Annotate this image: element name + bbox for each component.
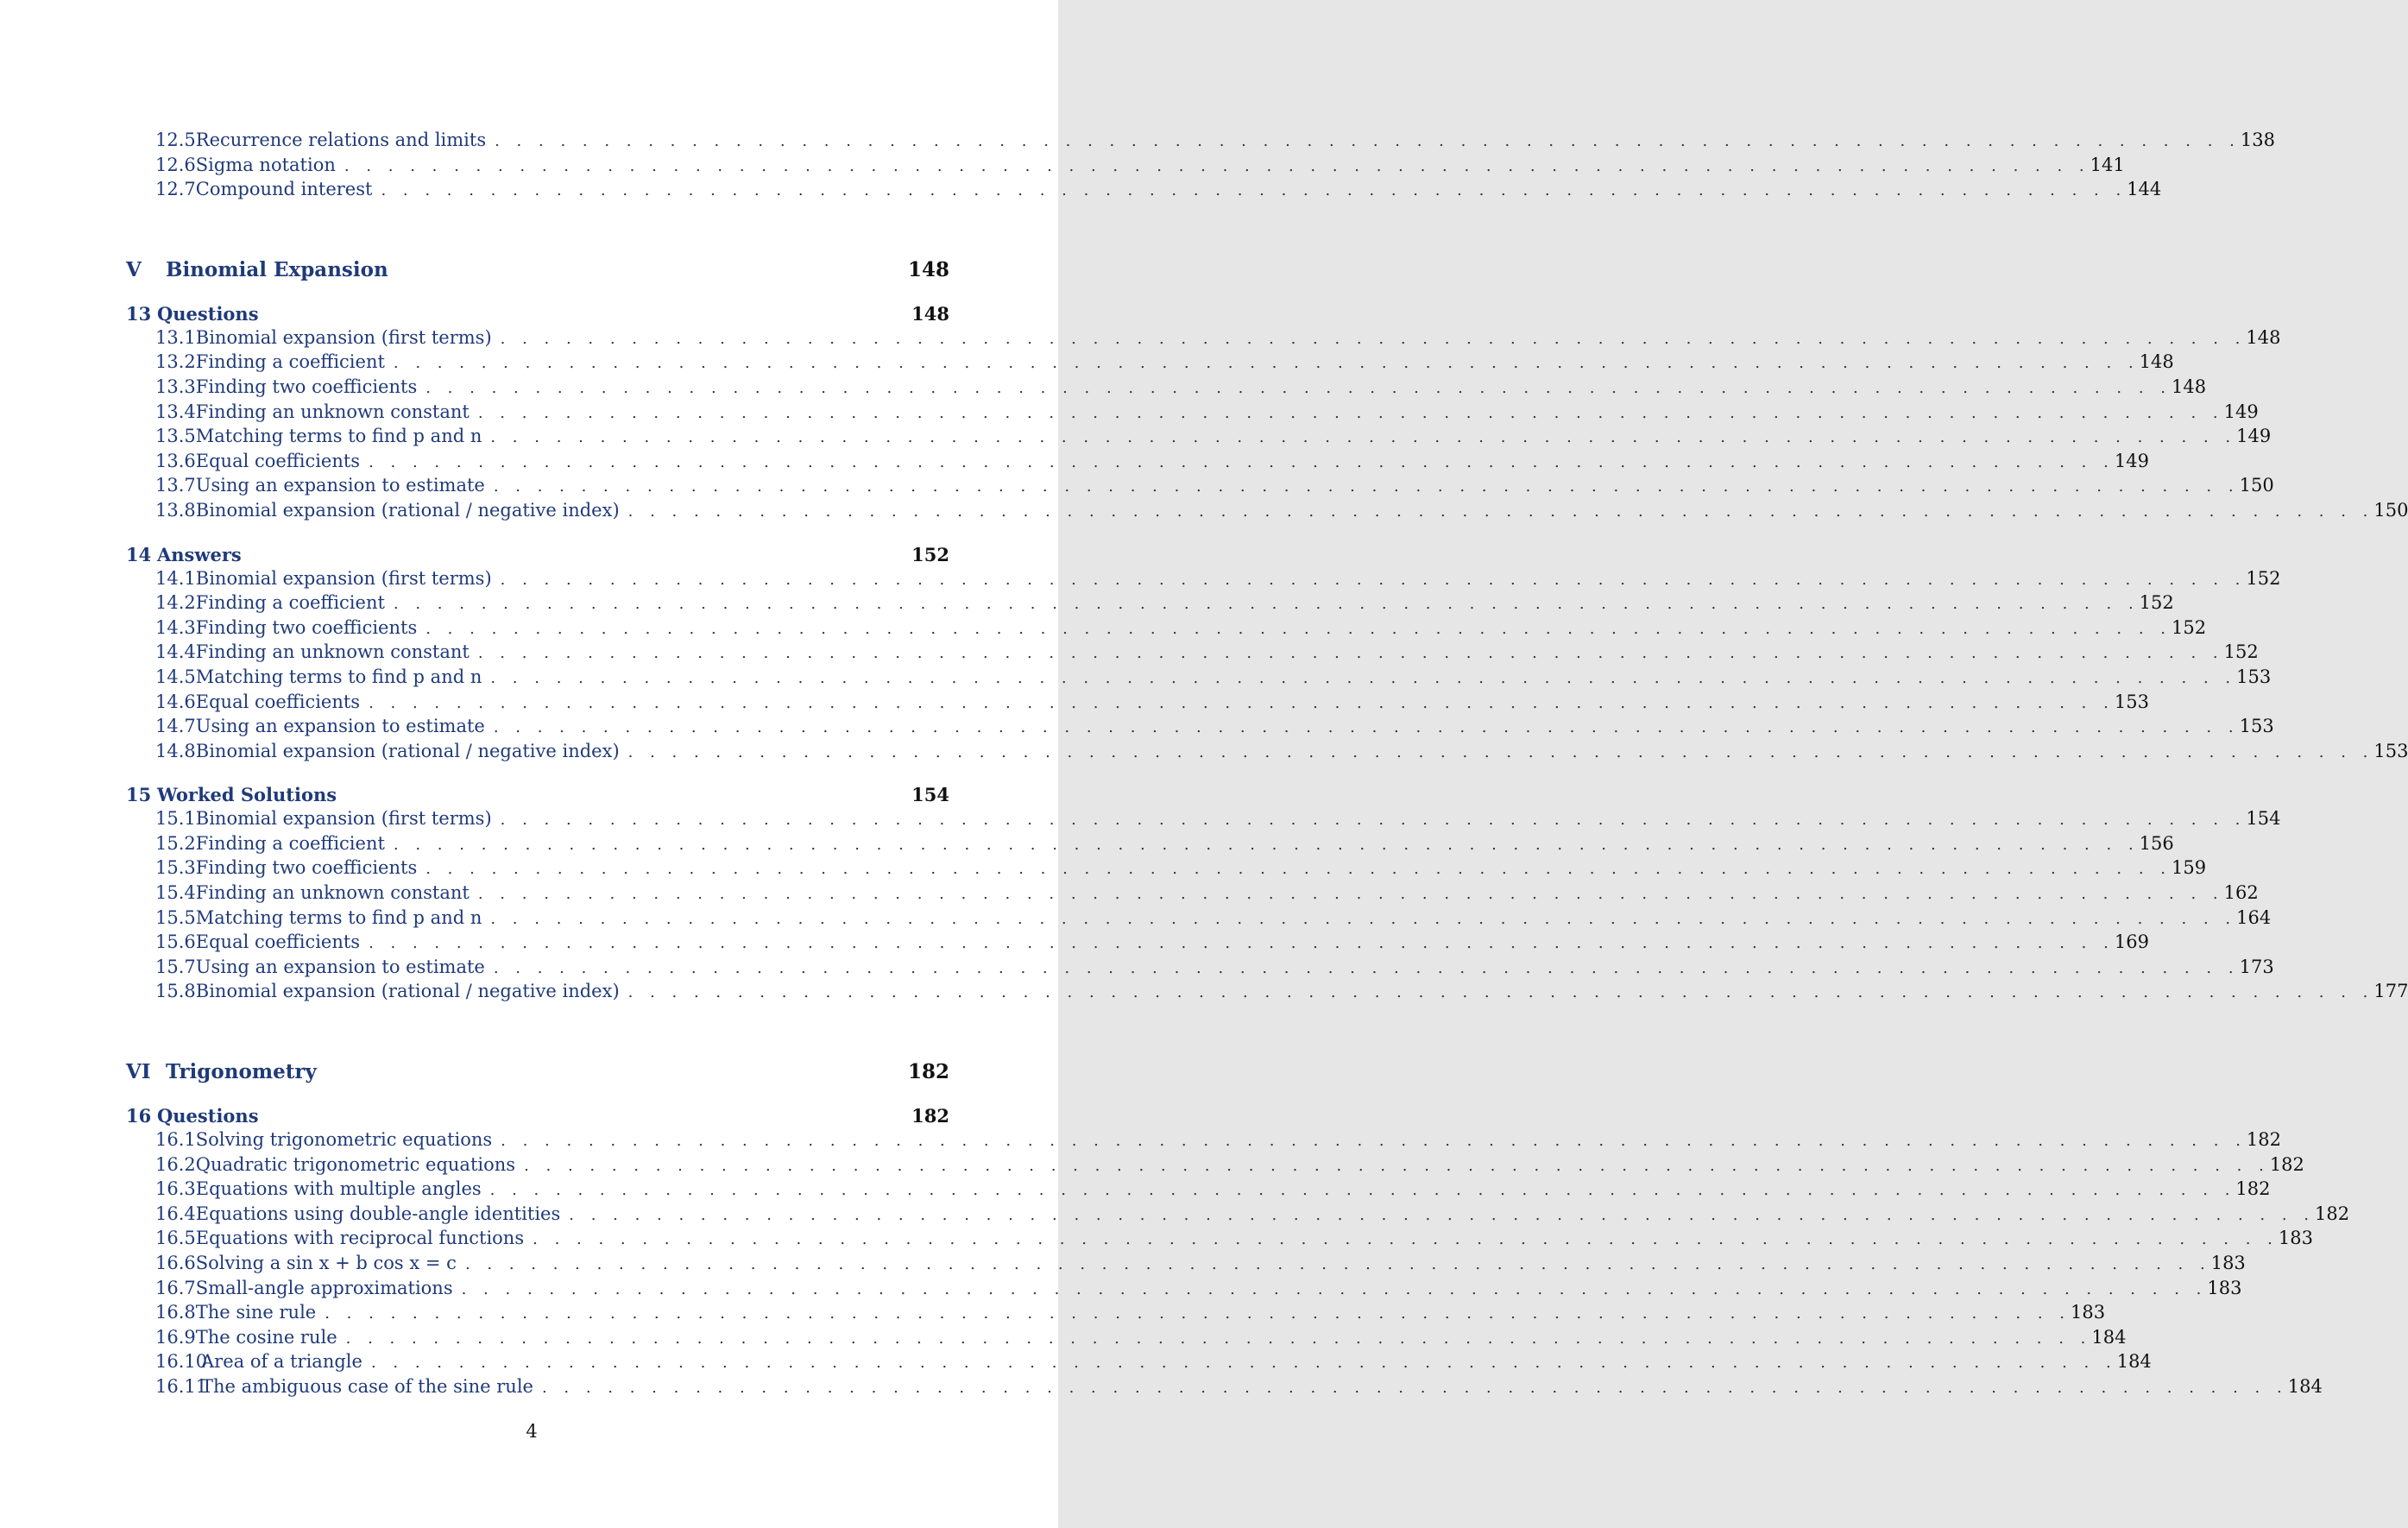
toc-section-link[interactable] [126, 592, 2174, 617]
section-number: 13.2 [155, 351, 196, 373]
section-page: 169 [2114, 931, 2149, 953]
dot-leader: . . . . . . . . . . . . . . . . . . . . . . . . . . . . . . . . . . . . . . . . . . . . . . . . . . . . . . . . . . . . . . . . . . . . . . . . . . . . . . . . [533, 1230, 2279, 1249]
toc-section-link[interactable] [126, 1129, 2282, 1154]
section-title: Finding a coefficient [195, 592, 385, 614]
dot-leader: . . . . . . . . . . . . . . . . . . . . . . . . . . . . . . . . . . . . . . . . . . . . . . . . . . . . . . . . . . . . . . . . . . . . . . . . . . . . . . . . [490, 909, 2237, 928]
section-page: 153 [2114, 691, 2149, 712]
section-number: 16.1 [155, 1129, 196, 1151]
section-title: Area of a triangle [201, 1351, 362, 1373]
section-page: 184 [2116, 1351, 2152, 1373]
chapter-title: Questions [157, 302, 259, 325]
toc-section-link[interactable] [126, 1277, 2242, 1303]
section-title: Using an expansion to estimate [195, 475, 485, 496]
toc-section-link[interactable] [126, 1253, 2246, 1278]
section-number: 16.3 [155, 1178, 196, 1200]
toc-section-link[interactable] [126, 179, 2162, 204]
toc-chapter-link[interactable] [126, 784, 949, 808]
dot-leader: . . . . . . . . . . . . . . . . . . . . . . . . . . . . . . . . . . . . . . . . . . . . . . . . . . . . . . . . . . . . . . . . . . . . . . . . . . . . . . . . [493, 958, 2240, 977]
dot-leader: . . . . . . . . . . . . . . . . . . . . . . . . . . . . . . . . . . . . . . . . . . . . . . . . . . . . . . . . . . . . . . . . . . . . . . . . . . . . . . . . [381, 181, 2127, 200]
toc-section-link[interactable] [126, 666, 2272, 691]
section-title: Solving trigonometric equations [195, 1129, 493, 1151]
section-number: 16.6 [155, 1253, 196, 1273]
section-title: Finding two coefficients [195, 376, 418, 397]
section-number: 14.1 [155, 567, 196, 589]
toc-section-link[interactable] [126, 740, 2408, 766]
dot-leader: . . . . . . . . . . . . . . . . . . . . . . . . . . . . . . . . . . . . . . . . . . . . . . . . . . . . . . . . . . . . . . . . . . . . . . . . . . . . . . . . [627, 983, 2374, 1002]
section-number: 15.8 [155, 981, 196, 1002]
section-title: Equal coefficients [195, 931, 361, 953]
chapter-number: 13 [126, 302, 152, 325]
section-title: Finding two coefficients [195, 616, 418, 638]
toc-section-link[interactable] [126, 931, 2149, 957]
section-number: 16.7 [155, 1277, 196, 1298]
section-page: 183 [2278, 1228, 2313, 1249]
section-title: Binomial expansion (rational / negative index) [195, 981, 620, 1002]
toc-section-link[interactable] [126, 1153, 2304, 1179]
section-title: Finding a coefficient [195, 832, 385, 854]
section-title: Binomial expansion (first terms) [195, 326, 492, 348]
dot-leader: . . . . . . . . . . . . . . . . . . . . . . . . . . . . . . . . . . . . . . . . . . . . . . . . . . . . . . . . . . . . . . . . . . . . . . . . . . . . . . . . [393, 835, 2140, 854]
section-page: 149 [2114, 450, 2149, 471]
dot-leader: . . . . . . . . . . . . . . . . . . . . . . . . . . . . . . . . . . . . . . . . . . . . . . . . . . . . . . . . . . . . . . . . . . . . . . . . . . . . . . . . [541, 1378, 2288, 1397]
page-number: 4 [526, 1421, 538, 1442]
section-page: 153 [2373, 740, 2408, 761]
dot-leader: . . . . . . . . . . . . . . . . . . . . . . . . . . . . . . . . . . . . . . . . . . . . . . . . . . . . . . . . . . . . . . . . . . . . . . . . . . . . . . . . [425, 378, 2172, 397]
section-page: 184 [2091, 1326, 2127, 1348]
toc-chapter-link[interactable] [126, 1105, 949, 1129]
dot-leader: . . . . . . . . . . . . . . . . . . . . . . . . . . . . . . . . . . . . . . . . . . . . . . . . . . . . . . . . . . . . . . . . . . . . . . . . . . . . . . . . [495, 132, 2241, 150]
section-title: Binomial expansion (rational / negative index) [195, 499, 620, 521]
section-number: 14.6 [155, 691, 196, 712]
dot-leader: . . . . . . . . . . . . . . . . . . . . . . . . . . . . . . . . . . . . . . . . . . . . . . . . . . . . . . . . . . . . . . . . . . . . . . . . . . . . . . . . [501, 1132, 2247, 1151]
section-title: Equations using double-angle identities [195, 1203, 561, 1224]
section-title: Finding an unknown constant [195, 401, 470, 422]
part-number: V [126, 257, 142, 281]
dot-leader: . . . . . . . . . . . . . . . . . . . . . . . . . . . . . . . . . . . . . . . . . . . . . . . . . . . . . . . . . . . . . . . . . . . . . . . . . . . . . . . . [369, 934, 2115, 953]
toc-section-link[interactable] [126, 906, 2272, 932]
dot-leader: . . . . . . . . . . . . . . . . . . . . . . . . . . . . . . . . . . . . . . . . . . . . . . . . . . . . . . . . . . . . . . . . . . . . . . . . . . . . . . . . [370, 1354, 2117, 1373]
dot-leader: . . . . . . . . . . . . . . . . . . . . . . . . . . . . . . . . . . . . . . . . . . . . . . . . . . . . . . . . . . . . . . . . . . . . . . . . . . . . . . . . [425, 619, 2172, 638]
section-title: Matching terms to find p and n [195, 426, 482, 447]
section-number: 13.7 [155, 475, 196, 496]
section-number: 13.5 [155, 426, 196, 447]
dot-leader: . . . . . . . . . . . . . . . . . . . . . . . . . . . . . . . . . . . . . . . . . . . . . . . . . . . . . . . . . . . . . . . . . . . . . . . . . . . . . . . . [627, 502, 2374, 521]
dot-leader: . . . . . . . . . . . . . . . . . . . . . . . . . . . . . . . . . . . . . . . . . . . . . . . . . . . . . . . . . . . . . . . . . . . . . . . . . . . . . . . . [425, 860, 2172, 879]
section-number: 14.7 [155, 716, 196, 737]
chapter-page: 182 [911, 1105, 949, 1127]
dot-leader: . . . . . . . . . . . . . . . . . . . . . . . . . . . . . . . . . . . . . . . . . . . . . . . . . . . . . . . . . . . . . . . . . . . . . . . . . . . . . . . . [500, 811, 2247, 830]
section-page: 182 [2235, 1178, 2271, 1200]
toc-section-link[interactable] [126, 129, 2275, 155]
section-page: 149 [2236, 426, 2272, 447]
toc-section-link[interactable] [126, 857, 2207, 882]
toc-chapter-link[interactable] [126, 544, 949, 568]
toc-section-link[interactable] [126, 956, 2274, 982]
section-number: 16.11 [155, 1375, 208, 1397]
part-title: Trigonometry [166, 1060, 317, 1084]
table-of-contents [126, 129, 2408, 1401]
section-title: Matching terms to find p and n [195, 666, 482, 687]
section-title: Using an expansion to estimate [195, 716, 485, 737]
section-number: 15.4 [155, 882, 196, 904]
section-number: 12.5 [155, 129, 196, 150]
chapter-number: 16 [126, 1105, 152, 1127]
part-page: 148 [907, 257, 949, 281]
section-title: Finding a coefficient [195, 351, 385, 373]
toc-section-link[interactable] [126, 475, 2274, 500]
section-number: 14.2 [155, 592, 196, 614]
section-page: 183 [2070, 1302, 2106, 1323]
dot-leader: . . . . . . . . . . . . . . . . . . . . . . . . . . . . . . . . . . . . . . . . . . . . . . . . . . . . . . . . . . . . . . . . . . . . . . . . . . . . . . . . [393, 354, 2140, 373]
chapter-page: 154 [911, 784, 949, 806]
section-number: 13.4 [155, 401, 196, 422]
dot-leader: . . . . . . . . . . . . . . . . . . . . . . . . . . . . . . . . . . . . . . . . . . . . . . . . . . . . . . . . . . . . . . . . . . . . . . . . . . . . . . . . [369, 452, 2115, 471]
chapter-number: 15 [126, 784, 152, 806]
section-page: 150 [2373, 499, 2408, 521]
section-title: Small-angle approximations [195, 1277, 453, 1298]
section-page: 177 [2373, 981, 2408, 1002]
chapter-page: 152 [911, 543, 949, 565]
part-number: VI [126, 1060, 151, 1084]
section-number: 13.8 [155, 499, 196, 521]
part-page: 182 [907, 1060, 949, 1084]
section-page: 150 [2239, 475, 2274, 496]
toc-section-link[interactable] [126, 716, 2274, 741]
toc-section-link[interactable] [126, 351, 2174, 376]
dot-leader: . . . . . . . . . . . . . . . . . . . . . . . . . . . . . . . . . . . . . . . . . . . . . . . . . . . . . . . . . . . . . . . . . . . . . . . . . . . . . . . . [369, 693, 2115, 712]
section-title: Finding an unknown constant [195, 882, 470, 904]
toc-section-link[interactable] [126, 326, 2281, 352]
toc-section-link[interactable] [126, 1203, 2350, 1228]
section-number: 15.6 [155, 931, 196, 953]
toc-section-link[interactable] [126, 401, 2259, 426]
toc-section-link[interactable] [126, 1375, 2323, 1401]
dot-leader: . . . . . . . . . . . . . . . . . . . . . . . . . . . . . . . . . . . . . . . . . . . . . . . . . . . . . . . . . . . . . . . . . . . . . . . . . . . . . . . . [477, 403, 2224, 422]
dot-leader: . . . . . . . . . . . . . . . . . . . . . . . . . . . . . . . . . . . . . . . . . . . . . . . . . . . . . . . . . . . . . . . . . . . . . . . . . . . . . . . . [500, 329, 2247, 348]
section-number: 15.1 [155, 808, 196, 830]
section-number: 13.1 [155, 326, 196, 348]
toc-section-link[interactable] [126, 499, 2408, 525]
section-page: 148 [2171, 376, 2207, 397]
dot-leader: . . . . . . . . . . . . . . . . . . . . . . . . . . . . . . . . . . . . . . . . . . . . . . . . . . . . . . . . . . . . . . . . . . . . . . . . . . . . . . . . [464, 1255, 2211, 1273]
section-number: 13.6 [155, 450, 196, 471]
section-page: 153 [2236, 666, 2272, 687]
toc-section-link[interactable] [126, 808, 2281, 833]
dot-leader: . . . . . . . . . . . . . . . . . . . . . . . . . . . . . . . . . . . . . . . . . . . . . . . . . . . . . . . . . . . . . . . . . . . . . . . . . . . . . . . . [345, 1329, 2092, 1348]
dot-leader: . . . . . . . . . . . . . . . . . . . . . . . . . . . . . . . . . . . . . . . . . . . . . . . . . . . . . . . . . . . . . . . . . . . . . . . . . . . . . . . . [477, 885, 2224, 904]
section-number: 16.8 [155, 1302, 196, 1323]
toc-section-link[interactable] [126, 981, 2408, 1006]
dot-leader: . . . . . . . . . . . . . . . . . . . . . . . . . . . . . . . . . . . . . . . . . . . . . . . . . . . . . . . . . . . . . . . . . . . . . . . . . . . . . . . . [344, 156, 2090, 175]
section-title: Recurrence relations and limits [195, 129, 487, 150]
section-page: 138 [2240, 129, 2275, 150]
dot-leader: . . . . . . . . . . . . . . . . . . . . . . . . . . . . . . . . . . . . . . . . . . . . . . . . . . . . . . . . . . . . . . . . . . . . . . . . . . . . . . . . [393, 595, 2140, 614]
toc-chapter-link[interactable] [126, 303, 949, 327]
section-page: 182 [2246, 1129, 2282, 1151]
section-number: 16.5 [155, 1228, 196, 1249]
section-page: 148 [2246, 326, 2281, 348]
section-page: 164 [2236, 906, 2272, 928]
section-page: 144 [2127, 179, 2162, 200]
section-page: 182 [2269, 1153, 2304, 1175]
section-page: 162 [2223, 882, 2259, 904]
dot-leader: . . . . . . . . . . . . . . . . . . . . . . . . . . . . . . . . . . . . . . . . . . . . . . . . . . . . . . . . . . . . . . . . . . . . . . . . . . . . . . . . [493, 718, 2240, 737]
section-title: Finding two coefficients [195, 857, 418, 879]
section-title: Quadratic trigonometric equations [195, 1153, 516, 1175]
section-number: 14.5 [155, 666, 196, 687]
section-page: 183 [2207, 1277, 2242, 1298]
section-title: Sigma notation [195, 154, 336, 175]
section-number: 16.4 [155, 1203, 196, 1224]
section-page: 152 [2171, 616, 2207, 638]
section-title: Equal coefficients [195, 691, 361, 712]
toc-section-link[interactable] [126, 1326, 2127, 1352]
dot-leader: . . . . . . . . . . . . . . . . . . . . . . . . . . . . . . . . . . . . . . . . . . . . . . . . . . . . . . . . . . . . . . . . . . . . . . . . . . . . . . . . [524, 1156, 2270, 1175]
section-number: 12.6 [155, 154, 196, 175]
section-page: 148 [2139, 351, 2174, 373]
chapter-title: Worked Solutions [157, 784, 337, 806]
section-title: Binomial expansion (first terms) [195, 567, 492, 589]
toc-section-link[interactable] [126, 450, 2149, 476]
section-number: 15.3 [155, 857, 196, 879]
section-title: Using an expansion to estimate [195, 956, 485, 977]
dot-leader: . . . . . . . . . . . . . . . . . . . . . . . . . . . . . . . . . . . . . . . . . . . . . . . . . . . . . . . . . . . . . . . . . . . . . . . . . . . . . . . . [493, 477, 2240, 496]
section-page: 149 [2223, 401, 2259, 422]
dot-leader: . . . . . . . . . . . . . . . . . . . . . . . . . . . . . . . . . . . . . . . . . . . . . . . . . . . . . . . . . . . . . . . . . . . . . . . . . . . . . . . . [461, 1279, 2208, 1298]
section-page: 156 [2139, 832, 2174, 854]
section-number: 16.2 [155, 1153, 196, 1175]
section-number: 15.5 [155, 906, 196, 928]
toc-section-link[interactable] [126, 641, 2259, 666]
section-title: Binomial expansion (rational / negative index) [195, 740, 620, 761]
section-number: 14.8 [155, 740, 196, 761]
section-title: Finding an unknown constant [195, 641, 470, 663]
section-page: 154 [2246, 808, 2281, 830]
toc-section-link[interactable] [126, 1351, 2152, 1376]
dot-leader: . . . . . . . . . . . . . . . . . . . . . . . . . . . . . . . . . . . . . . . . . . . . . . . . . . . . . . . . . . . . . . . . . . . . . . . . . . . . . . . . [569, 1205, 2315, 1224]
section-title: Binomial expansion (first terms) [195, 808, 492, 830]
dot-leader: . . . . . . . . . . . . . . . . . . . . . . . . . . . . . . . . . . . . . . . . . . . . . . . . . . . . . . . . . . . . . . . . . . . . . . . . . . . . . . . . [489, 1181, 2236, 1200]
section-title: Compound interest [195, 179, 373, 200]
section-page: 152 [2139, 592, 2174, 614]
section-number: 15.7 [155, 956, 196, 977]
chapter-title: Questions [157, 1105, 259, 1127]
toc-section-link[interactable] [126, 1178, 2271, 1203]
section-number: 16.9 [155, 1326, 196, 1348]
section-title: The ambiguous case of the sine rule [201, 1375, 533, 1397]
toc-part-link[interactable] [126, 258, 949, 284]
toc-section-link[interactable] [126, 882, 2259, 907]
section-number: 14.4 [155, 641, 196, 663]
section-number: 13.3 [155, 376, 196, 397]
section-number: 14.3 [155, 616, 196, 638]
section-title: The cosine rule [195, 1326, 337, 1348]
section-page: 141 [2090, 154, 2125, 175]
dot-leader: . . . . . . . . . . . . . . . . . . . . . . . . . . . . . . . . . . . . . . . . . . . . . . . . . . . . . . . . . . . . . . . . . . . . . . . . . . . . . . . . [627, 742, 2374, 761]
chapter-page: 148 [911, 302, 949, 325]
section-page: 173 [2239, 956, 2274, 977]
dot-leader: . . . . . . . . . . . . . . . . . . . . . . . . . . . . . . . . . . . . . . . . . . . . . . . . . . . . . . . . . . . . . . . . . . . . . . . . . . . . . . . . [325, 1304, 2071, 1323]
toc-section-link[interactable] [126, 426, 2272, 451]
part-title: Binomial Expansion [166, 257, 388, 281]
section-number: 12.7 [155, 179, 196, 200]
chapter-number: 14 [126, 543, 152, 565]
toc-section-link[interactable] [126, 1228, 2313, 1253]
dot-leader: . . . . . . . . . . . . . . . . . . . . . . . . . . . . . . . . . . . . . . . . . . . . . . . . . . . . . . . . . . . . . . . . . . . . . . . . . . . . . . . . [500, 570, 2247, 589]
toc-section-link[interactable] [126, 376, 2207, 401]
toc-section-link[interactable] [126, 154, 2125, 180]
section-page: 182 [2315, 1203, 2350, 1224]
dot-leader: . . . . . . . . . . . . . . . . . . . . . . . . . . . . . . . . . . . . . . . . . . . . . . . . . . . . . . . . . . . . . . . . . . . . . . . . . . . . . . . . [490, 428, 2237, 447]
section-page: 183 [2210, 1253, 2246, 1273]
dot-leader: . . . . . . . . . . . . . . . . . . . . . . . . . . . . . . . . . . . . . . . . . . . . . . . . . . . . . . . . . . . . . . . . . . . . . . . . . . . . . . . . [490, 668, 2237, 687]
toc-part-link[interactable] [126, 1060, 949, 1086]
section-page: 153 [2239, 716, 2274, 737]
section-title: Equations with reciprocal functions [195, 1228, 525, 1249]
toc-section-link[interactable] [126, 567, 2281, 593]
section-number: 15.2 [155, 832, 196, 854]
toc-section-link[interactable] [126, 1302, 2106, 1327]
toc-section-link[interactable] [126, 616, 2207, 642]
section-title: Equal coefficients [195, 450, 361, 471]
section-number: 16.10 [155, 1351, 208, 1373]
section-page: 159 [2171, 857, 2207, 879]
toc-section-link[interactable] [126, 832, 2174, 858]
section-title: Matching terms to find p and n [195, 906, 482, 928]
section-page: 184 [2287, 1375, 2323, 1397]
section-page: 152 [2246, 567, 2281, 589]
section-title: Solving a sin x + b cos x = c [195, 1253, 457, 1273]
dot-leader: . . . . . . . . . . . . . . . . . . . . . . . . . . . . . . . . . . . . . . . . . . . . . . . . . . . . . . . . . . . . . . . . . . . . . . . . . . . . . . . . [477, 644, 2224, 663]
section-title: Equations with multiple angles [195, 1178, 482, 1200]
section-page: 152 [2223, 641, 2259, 663]
chapter-title: Answers [157, 543, 242, 565]
section-title: The sine rule [195, 1302, 317, 1323]
toc-section-link[interactable] [126, 691, 2149, 717]
